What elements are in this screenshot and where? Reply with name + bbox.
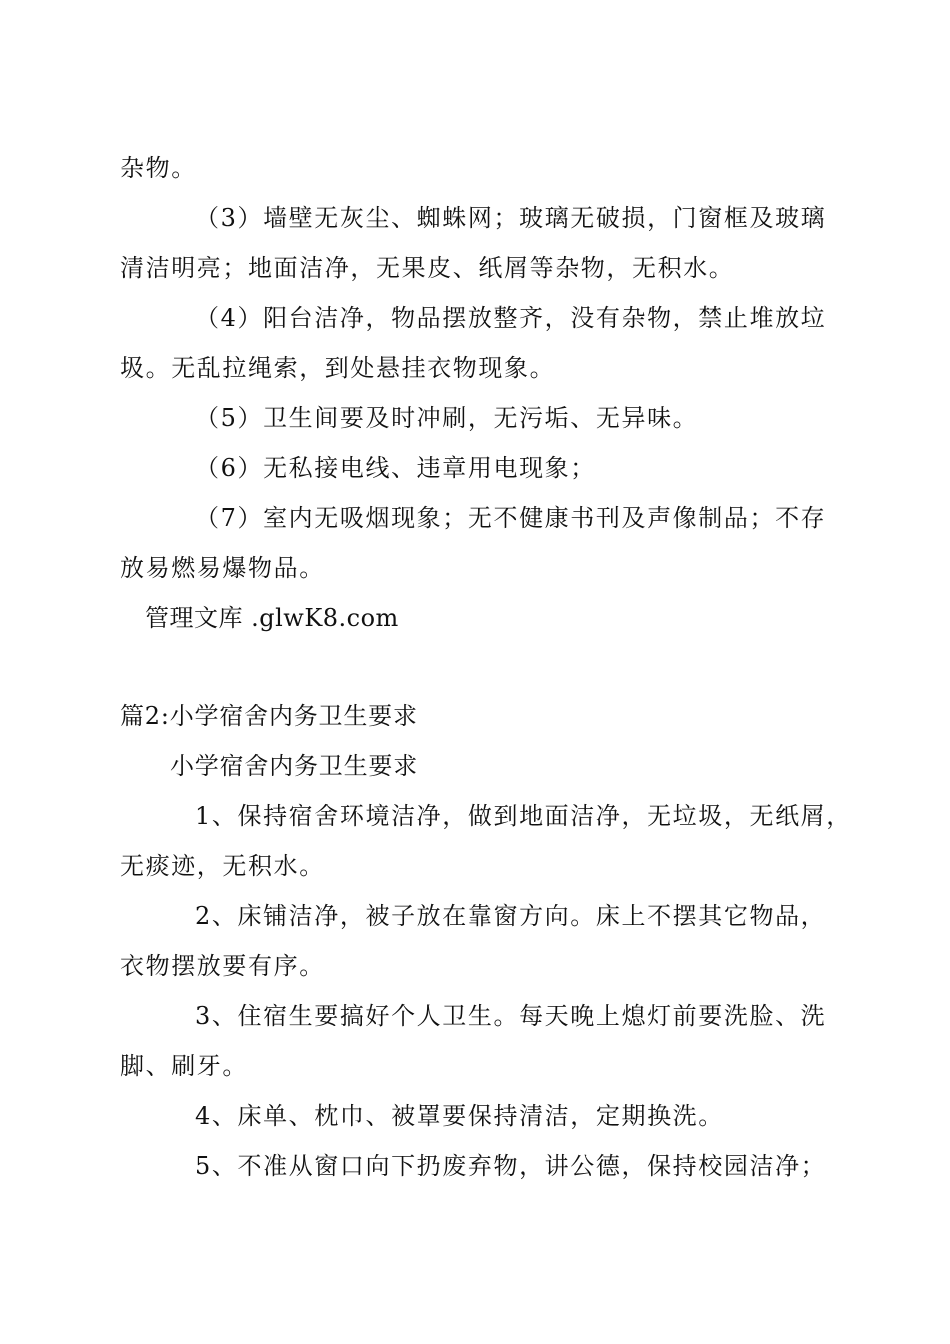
text-line-6: （5）卫生间要及时冲刷，无污垢、无异味。 [195,404,699,432]
text-line-2: （3）墙壁无灰尘、蜘蛛网；玻璃无破损，门窗框及玻璃 [195,204,827,232]
text-line-14: 无痰迹，无积水。 [120,852,325,880]
text-line-13: 1、保持宿舍环境洁净，做到地面洁净，无垃圾，无纸屑， [195,802,852,830]
text-line-16: 衣物摆放要有序。 [120,952,325,980]
source-note: 管理文库 .glwK8.com [145,604,399,632]
text-line-7: （6）无私接电线、违章用电现象； [195,454,596,482]
text-line-1: 杂物。 [120,154,197,182]
text-line-4: （4）阳台洁净，物品摆放整齐，没有杂物，禁止堆放垃 [195,304,827,332]
text-line-18: 脚、刷牙。 [120,1052,248,1080]
text-line-3: 清洁明亮；地面洁净，无果皮、纸屑等杂物，无积水。 [120,254,735,282]
text-line-9: 放易燃易爆物品。 [120,554,325,582]
text-line-8: （7）室内无吸烟现象；无不健康书刊及声像制品；不存 [195,504,827,532]
text-line-19: 4、床单、枕巾、被罩要保持清洁，定期换洗。 [195,1102,724,1130]
section-subtitle: 小学宿舍内务卫生要求 [170,752,418,780]
text-line-20: 5、不准从窗口向下扔废弃物，讲公德，保持校园洁净； [195,1152,827,1180]
text-line-15: 2、床铺洁净，被子放在靠窗方向。床上不摆其它物品， [195,902,827,930]
text-line-17: 3、住宿生要搞好个人卫生。每天晚上熄灯前要洗脸、洗 [195,1002,827,1030]
text-line-5: 圾。无乱拉绳索，到处悬挂衣物现象。 [120,354,556,382]
section-heading: 篇2:小学宿舍内务卫生要求 [120,702,418,730]
